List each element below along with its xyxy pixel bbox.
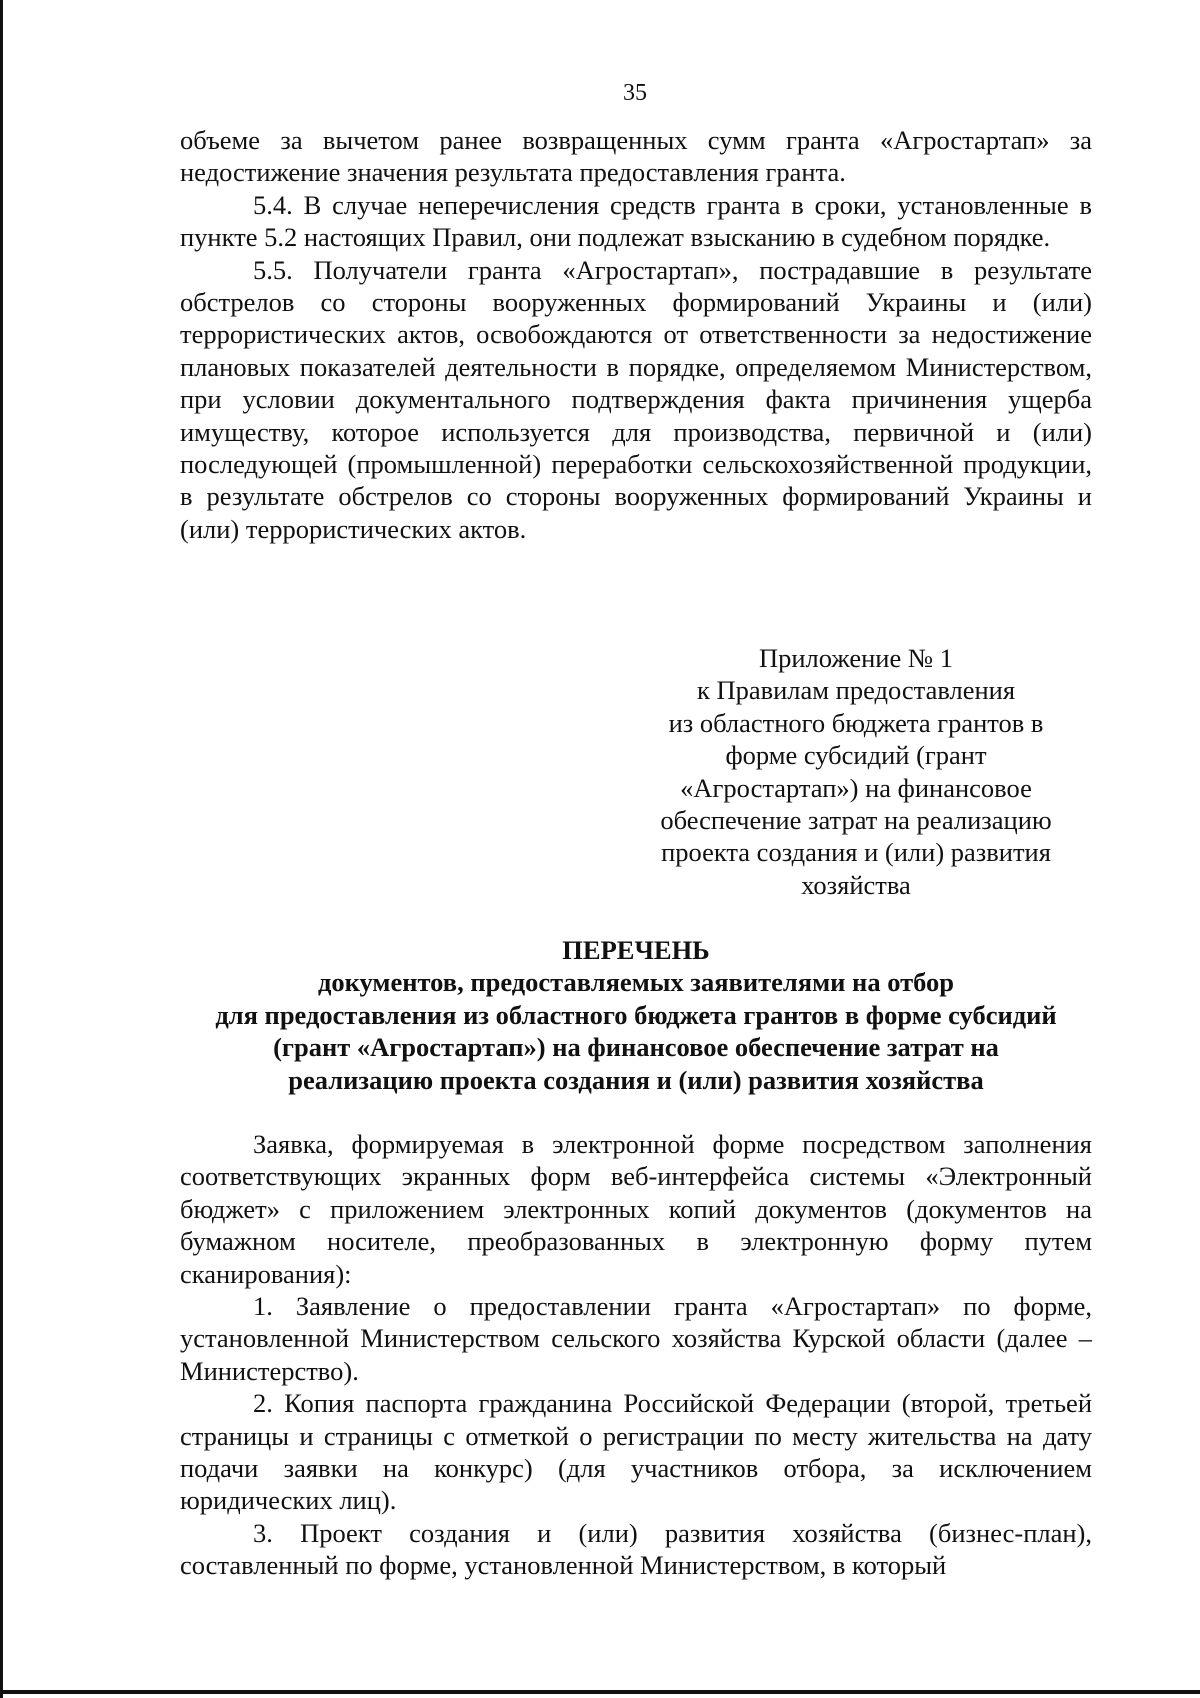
application-intro-paragraph: Заявка, формируемая в электронной форме посредством заполнения соответствующих экранных форм веб-интерфейса системы «Электронный бюджет» с приложением электронных копий документов (документов на бумажном носителе, преобразованных в электронную форму путем сканирования):: [180, 1129, 1092, 1289]
page-number: 35: [623, 80, 647, 106]
appendix-line: из областного бюджета грантов в: [668, 707, 1044, 738]
appendix-caption: [620, 642, 1092, 901]
document-list-text: [180, 1128, 1092, 1582]
appendix-line: хозяйства: [801, 869, 911, 900]
heading-subtitle-line: для предоставления из областного бюджета грантов в форме субсидий: [215, 999, 1057, 1030]
list-item-1: 1. Заявление о предоставлении гранта «Агростартап» по форме, установленной Министерством сельского хозяйства Курской области (далее – Министерство).: [180, 1291, 1092, 1386]
appendix-line: к Правилам предоставления: [696, 675, 1016, 706]
list-item-2: 2. Копия паспорта гражданина Российской Федерации (второй, третьей страницы и страницы с отметкой о регистрации по месту жительства на дату подачи заявки на конкурс) (для участников отбора, за исключением юридических лиц).: [180, 1388, 1092, 1516]
paragraph-continuation: объеме за вычетом ранее возвращенных сумм гранта «Агростартап» за недостижение значения результата предоставления гранта.: [180, 125, 1092, 188]
list-item-3: 3. Проект создания и (или) развития хозяйства (бизнес-план), составленный по форме, установленной Министерством, в который: [180, 1517, 1092, 1581]
heading-title: ПЕРЕЧЕНЬ: [562, 935, 710, 965]
appendix-line: «Агростартап») на финансовое: [680, 772, 1032, 803]
heading-subtitle-line: реализацию проекта создания и (или) развития хозяйства: [288, 1064, 984, 1095]
rules-section-text: [180, 124, 1092, 545]
appendix-line: Приложение № 1: [758, 643, 953, 673]
heading-subtitle-line: (грант «Агростартап») на финансовое обеспечение затрат на: [273, 1032, 999, 1063]
appendix-line: проекта создания и (или) развития: [661, 837, 1051, 868]
paragraph-5-5: 5.5. Получатели гранта «Агростартап», пострадавшие в результате обстрелов со стороны вооруженных формирований Украины и (или) террористических актов, освобождаются от ответственности за недостижение плановых показателей деятельности в порядке, определяемом Министерством, при условии документального подтверждения факта причинения ущерба имуществу, которое используется для производства, первичной и (или) последующей (промышленной) переработки сельскохозяйственной продукции, в результате обстрелов со стороны вооруженных формирований Украины и (или) террористических актов.: [180, 254, 1092, 544]
page-left-edge: [0, 0, 3, 1698]
heading-subtitle-line: документов, предоставляемых заявителями на отбор: [317, 967, 954, 998]
appendix-line: форме субсидий (грант: [725, 740, 987, 771]
page-bottom-edge: [0, 1690, 1200, 1694]
document-list-heading: [170, 934, 1102, 1096]
appendix-line: обеспечение затрат на реализацию: [660, 805, 1052, 836]
paragraph-5-4: 5.4. В случае неперечисления средств гранта в сроки, установленные в пункте 5.2 настоящих Правил, они подлежат взысканию в судебном порядке.: [180, 189, 1092, 253]
